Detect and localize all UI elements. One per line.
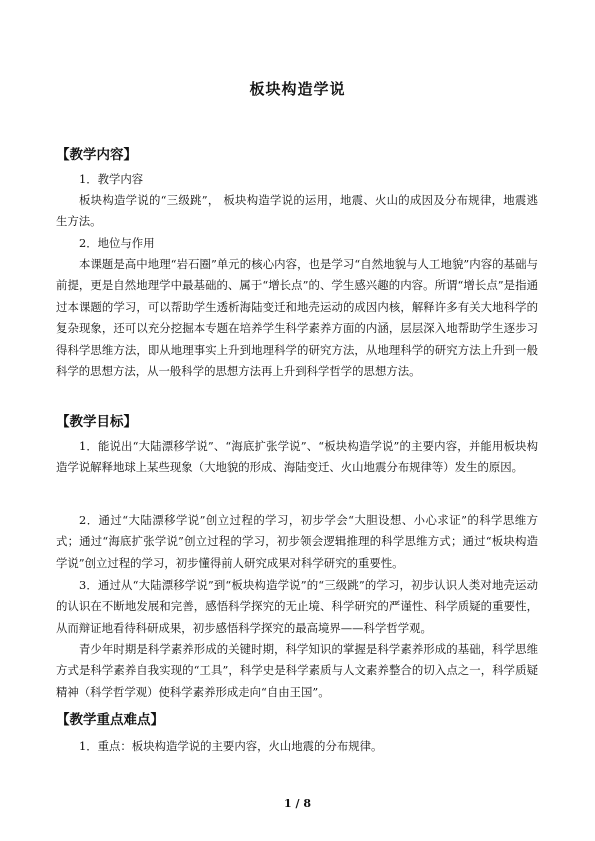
page-title: 板块构造学说 bbox=[249, 80, 346, 98]
section-heading-key-points: 【教学重点难点】 bbox=[56, 712, 164, 728]
section-heading-content: 【教学内容】 bbox=[56, 147, 137, 163]
objective-summary: 青少年时期是科学素养形成的关键时期，科学知识的掌握是科学素养形成的基础，科学思维方式是科学素养自我实现的“工具”，科学史是科学素质与人文素养整合的切入点之一，科学质疑精神（科学哲学观）使科学素养形成走向“自由王国”。 bbox=[56, 642, 538, 699]
content-item2-label: 2．地位与作用 bbox=[79, 236, 155, 250]
objective-1: 1．能说出“大陆漂移学说”、“海底扩张学说”、“板块构造学说”的主要内容，并能用板块构造学说解释地球上某些现象（大地貌的形成、海陆变迁、火山地震分布规律等）发生的原因。 bbox=[56, 439, 538, 475]
section-heading-objectives: 【教学目标】 bbox=[56, 414, 137, 430]
content-item1-text: 板块构造学说的“三级跳”， 板块构造学说的运用，地震、火山的成因及分布规律，地震逃生方法。 bbox=[56, 193, 538, 229]
page-number: 1 / 8 bbox=[284, 797, 311, 810]
key-point-1: 1．重点：板块构造学说的主要内容，火山地震的分布规律。 bbox=[79, 739, 383, 753]
content-item1-label: 1．教学内容 bbox=[79, 172, 144, 186]
objective-2: 2．通过“大陆漂移学说”创立过程的学习，初步学会“大胆设想、小心求证”的科学思维方式；通过“海底扩张学说”创立过程的学习，初步领会逻辑推理的科学思维方式；通过“板块构造学说”创立过程的学习，初步懂得前人研究成果对科学研究的重要性。 bbox=[56, 513, 538, 570]
objective-3: 3．通过从“大陆漂移学说”到“板块构造学说”的“三级跳”的学习，初步认识人类对地壳运动的认识在不断地发展和完善，感悟科学探究的无止境、科学研究的严谨性、科学质疑的重要性，从而辩证地看待科研成果，初步感悟科学探究的最高境界——科学哲学观。 bbox=[56, 578, 538, 635]
content-item2-text: 本课题是高中地理“岩石圈”单元的核心内容，也是学习“自然地貌与人工地貌”内容的基础与前提，更是自然地理学中最基础的、属于“增长点”的、学生感兴趣的内容。所谓“增长点”是指通过本课题的学习，可以帮助学生透析海陆变迁和地壳运动的成因内核，解释许多有关大地科学的复杂现象，还可以充分挖掘本专题在培养学生科学素养方面的内涵，层层深入地帮助学生逐步习得科学思维方法，即从地理事实上升到地理科学的研究方法，从地理科学的研究方法上升到一般科学的思想方法，从一般科学的思想方法再上升到科学哲学的思想方法。 bbox=[56, 257, 538, 379]
